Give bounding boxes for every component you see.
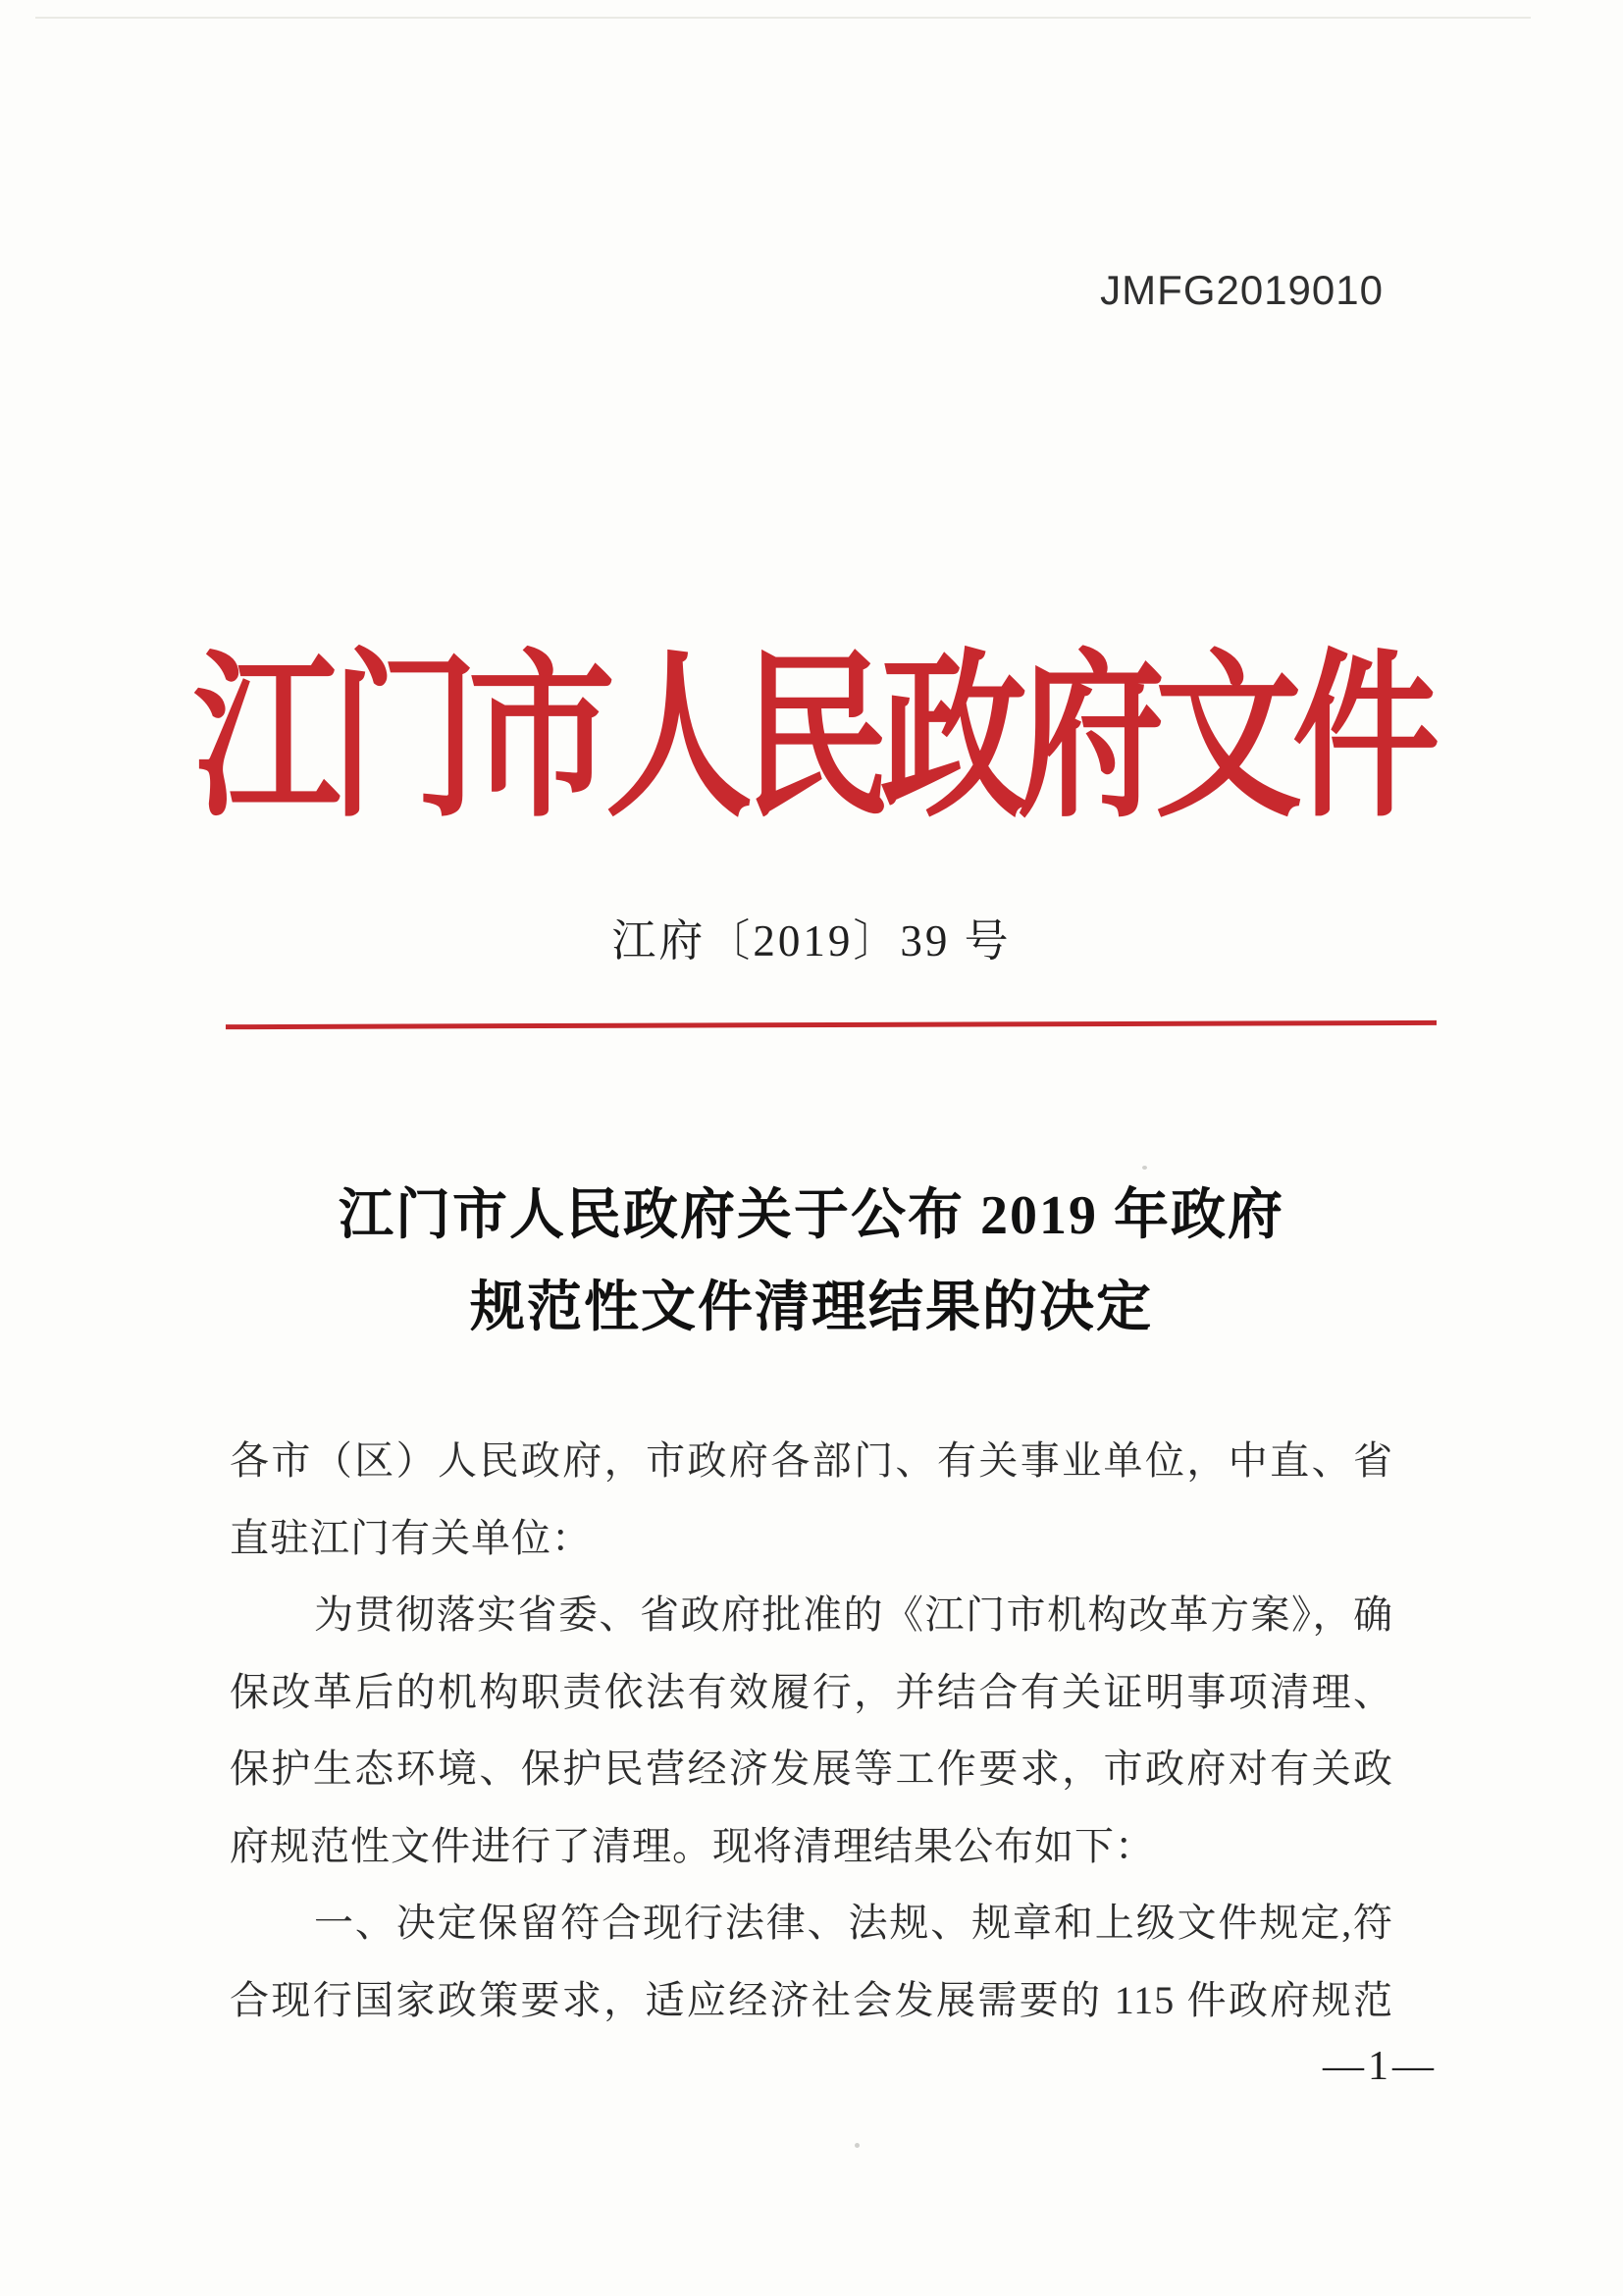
doc-number: 江府〔2019〕39 号 [611,916,1012,965]
body-line: 直驻江门有关单位： [230,1515,592,1560]
scan-edge-artifact [35,17,1531,19]
doc-code: JMFG2019010 [1100,267,1384,313]
body-line: 各市（区）人民政府，市政府各部门、有关事业单位，中直、省 [230,1438,1393,1483]
doc-title [0,1170,1623,1354]
red-divider-line [226,1020,1437,1029]
body-line: 保改革后的机构职责依法有效履行，并结合有关证明事项清理、 [230,1669,1393,1714]
org-banner: 江门市人民政府文件 [192,640,1430,839]
scan-speck [855,2143,860,2148]
body-line: 为贯彻落实省委、省政府批准的《江门市机构改革方案》，确 [314,1592,1393,1637]
body-line: 一、决定保留符合现行法律、法规、规章和上级文件规定,符 [314,1901,1393,1945]
body-line: 合现行国家政策要求，适应经济社会发展需要的 115 件政府规范 [230,1977,1393,2022]
doc-title-line-2: 规范性文件清理结果的决定 [470,1278,1153,1338]
doc-title-line-1: 江门市人民政府关于公布 2019 年政府 [339,1185,1284,1246]
scan-speck [1142,1166,1147,1170]
body-line: 保护生态环境、保护民营经济发展等工作要求，市政府对有关政 [230,1747,1393,1791]
page-number: —1— [1323,2044,1438,2089]
body-line: 府规范性文件进行了清理。现将清理结果公布如下： [230,1823,1155,1868]
document-body [230,1423,1393,2039]
